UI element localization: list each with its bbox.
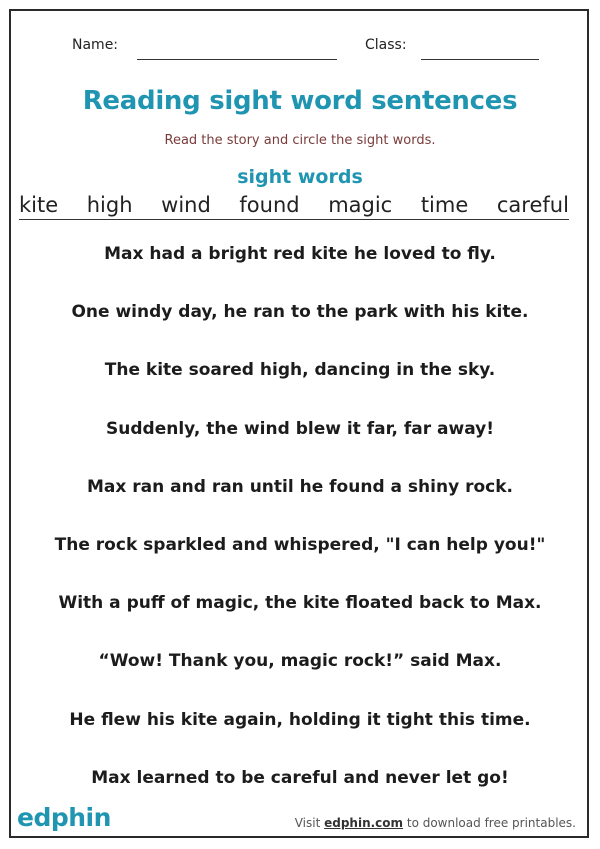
sentence: “Wow! Thank you, magic rock!” said Max. [98,651,502,672]
class-label: Class: [365,37,407,53]
instructions: Read the story and circle the sight words. [164,133,436,148]
sight-word: found [239,193,300,217]
name-label: Name: [72,37,119,53]
sentence: Max ran and ran until he found a shiny rock. [87,476,513,497]
sentence: The rock sparkled and whispered, "I can help you!" [54,534,546,555]
sentence: With a puff of magic, the kite floated back to Max. [58,593,542,614]
edphin-link[interactable]: edphin.com [324,816,404,830]
sentence: He flew his kite again, holding it tight this time. [69,709,531,730]
name-field[interactable] [137,59,337,60]
sentence: Max had a bright red kite he loved to fly. [104,244,496,264]
sight-word: kite [19,193,59,217]
sight-words-heading: sight words [237,166,363,188]
sight-word: high [86,193,133,217]
sight-word: careful [496,193,569,217]
sight-word: time [420,193,469,217]
footer-prefix: Visit [294,816,325,830]
footer-suffix: to download free printables. [403,816,576,830]
sentence: One windy day, he ran to the park with his kite. [71,302,529,323]
class-field[interactable] [421,59,539,60]
sight-word: magic [328,193,393,217]
sentence: The kite soared high, dancing in the sky. [104,360,496,381]
sentence: Max learned to be careful and never let go! [91,767,509,788]
page-title: Reading sight word sentences [82,86,518,116]
footer-note [295,816,576,830]
sight-word: wind [161,193,211,217]
story-sentences [0,236,600,818]
sentence: Suddenly, the wind blew it far, far away! [106,418,494,439]
sight-words-list [19,190,569,220]
edphin-logo: edphin [17,803,111,832]
